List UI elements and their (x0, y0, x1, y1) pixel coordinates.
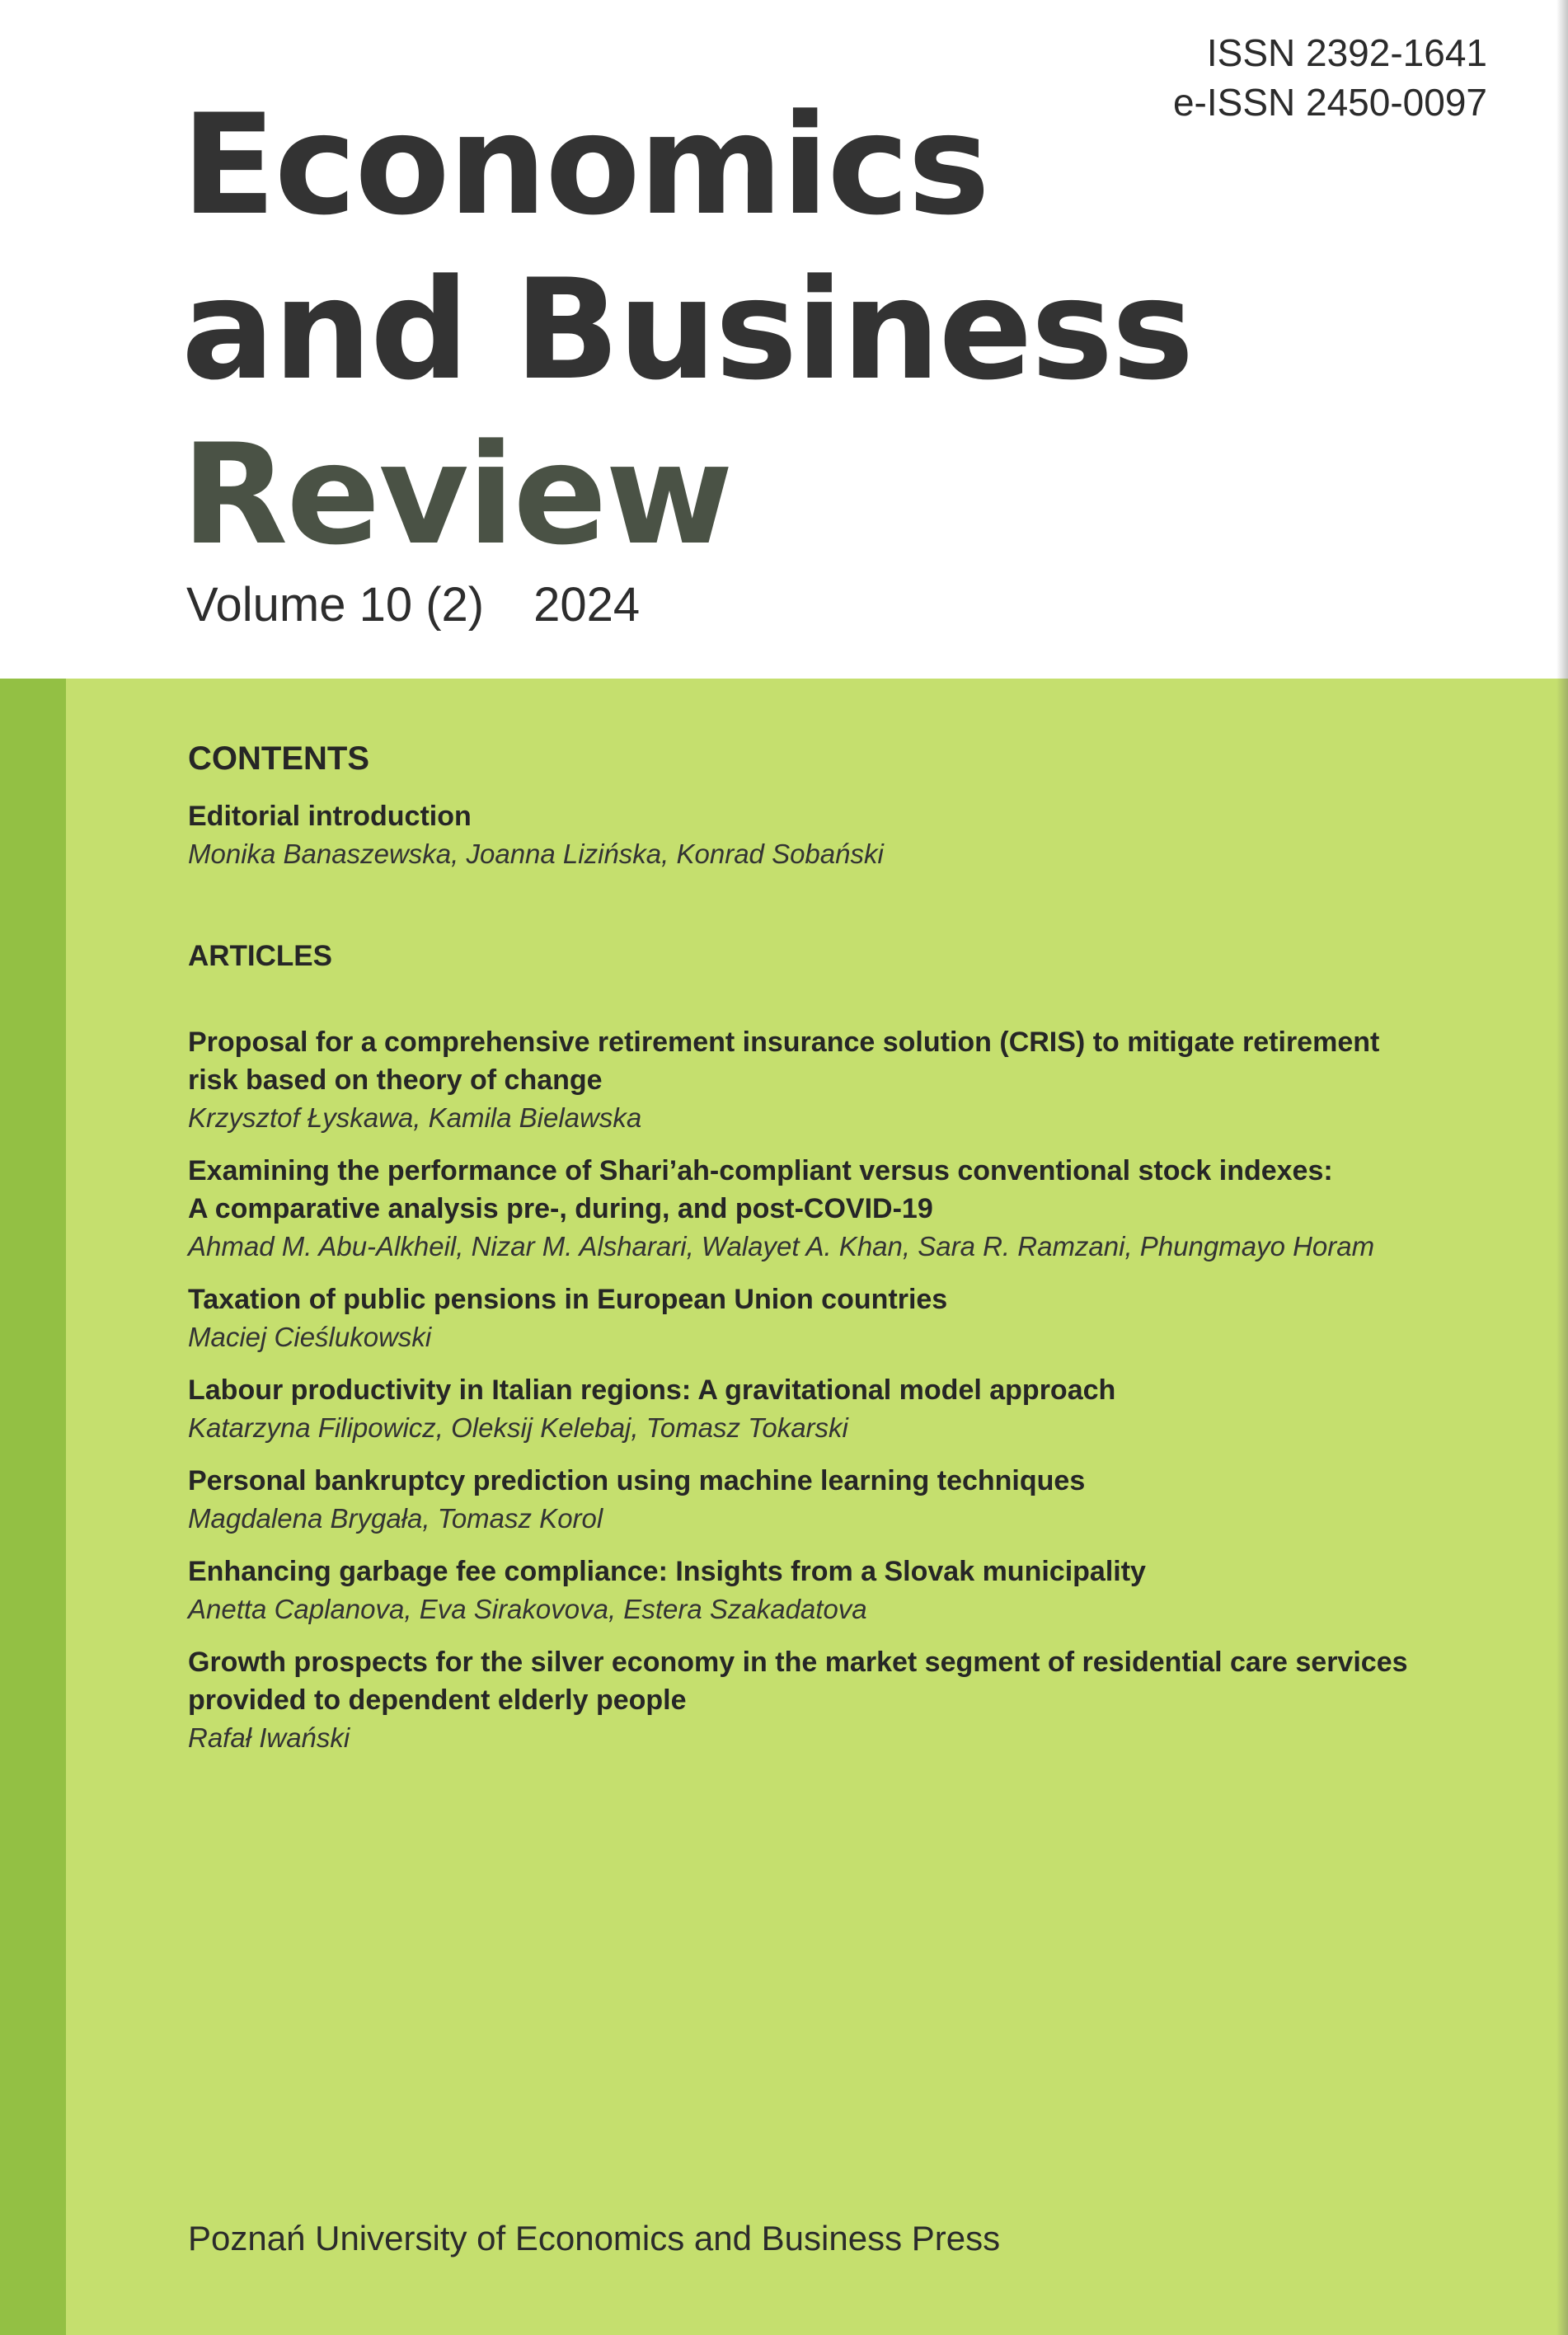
article-entry (188, 1023, 1491, 1137)
article-entry (188, 1643, 1491, 1757)
article-entry (188, 1553, 1491, 1628)
article-authors: Katarzyna Filipowicz, Oleksij Kelebaj, Tomasz Tokarski (188, 1412, 848, 1443)
article-title-line: risk based on theory of change (188, 1064, 603, 1096)
article-title-line: provided to dependent elderly people (188, 1684, 687, 1716)
article-authors: Anetta Caplanova, Eva Sirakovova, Estera Szakadatova (188, 1594, 867, 1624)
article-title-line: Taxation of public pensions in European Union countries (188, 1284, 948, 1315)
cover-header (0, 0, 1568, 679)
eissn: e-ISSN 2450-0097 (1172, 81, 1487, 124)
article-title (188, 1371, 1491, 1409)
volume-number: Volume 10 (2) (186, 578, 485, 632)
article-entry (188, 1462, 1491, 1538)
issn-block (1173, 28, 1487, 127)
article-authors: Maciej Cieślukowski (188, 1322, 432, 1352)
editorial-authors: Monika Banaszewska, Joanna Lizińska, Konrad Sobański (188, 839, 884, 869)
articles-heading: ARTICLES (188, 940, 332, 972)
title-line-economics: Economics (181, 84, 989, 246)
article-title-line: Enhancing garbage fee compliance: Insights from a Slovak municipality (188, 1556, 1146, 1587)
article-entry (188, 1371, 1491, 1447)
article-title (188, 1553, 1491, 1590)
article-title (188, 1643, 1491, 1719)
table-of-contents (188, 738, 1491, 1772)
article-title-line: Personal bankruptcy prediction using machine learning techniques (188, 1465, 1086, 1496)
article-entry (188, 1152, 1491, 1266)
article-title-line: Labour productivity in Italian regions: A gravitational model approach (188, 1374, 1116, 1406)
article-title-line: Examining the performance of Shari’ah-compliant versus conventional stock indexes: (188, 1155, 1333, 1186)
article-authors: Rafał Iwański (188, 1722, 350, 1753)
article-authors: Krzysztof Łyskawa, Kamila Bielawska (188, 1102, 642, 1133)
contents-panel (0, 679, 1568, 2335)
article-authors: Magdalena Brygała, Tomasz Korol (188, 1503, 603, 1534)
article-authors: Ahmad M. Abu-Alkheil, Nizar M. Alsharari, Walayet A. Khan, Sara R. Ramzani, Phungmayo Horam (188, 1231, 1375, 1261)
article-title (188, 1462, 1491, 1500)
title-line-review: Review (181, 414, 732, 576)
volume-year: 2024 (533, 578, 641, 632)
issn: ISSN 2392-1641 (1206, 31, 1487, 74)
volume-info (186, 577, 640, 632)
article-title-line: A comparative analysis pre-, during, and post-COVID-19 (188, 1193, 933, 1224)
article-title-line: Growth prospects for the silver economy in the market segment of residential care services (188, 1647, 1408, 1678)
article-title (188, 1152, 1491, 1228)
title-line-and-business: and Business (181, 249, 1193, 411)
editorial-entry (188, 797, 1491, 873)
article-title (188, 1280, 1491, 1318)
editorial-title: Editorial introduction (188, 801, 472, 832)
article-title (188, 1023, 1491, 1099)
journal-title (181, 82, 1192, 577)
decorative-strip (0, 679, 66, 2335)
contents-heading: CONTENTS (188, 740, 369, 777)
article-title-line: Proposal for a comprehensive retirement insurance solution (CRIS) to mitigate retirement (188, 1027, 1380, 1058)
article-entry (188, 1280, 1491, 1356)
publisher-name: Poznań University of Economics and Business Press (188, 2219, 1001, 2257)
page-edge-shadow (1556, 0, 1568, 2335)
